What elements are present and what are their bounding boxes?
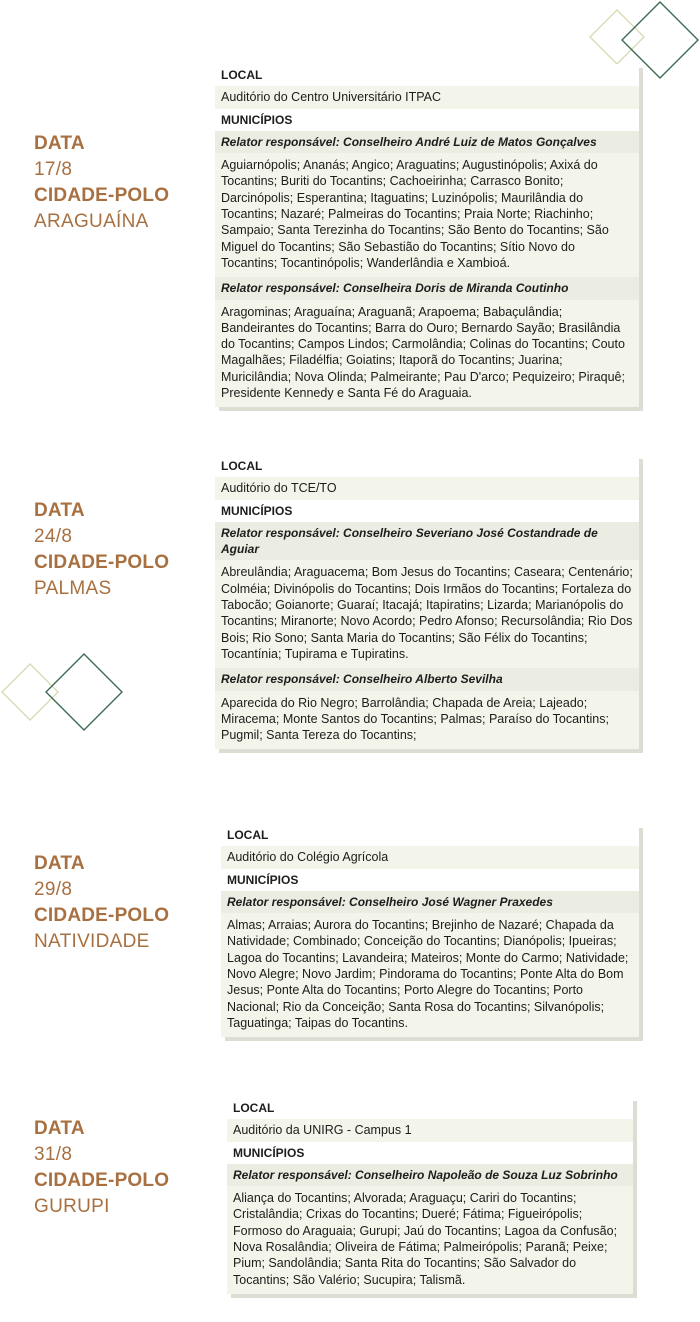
local-header: LOCAL [215, 455, 639, 477]
event-card [227, 1097, 633, 1294]
date-value: 24/8 [34, 526, 73, 547]
event-card [221, 824, 639, 1037]
relator-title: Relator responsável: Conselheiro André Luiz de Matos Gonçalves [215, 131, 639, 153]
municipios-list: Aguiarnópolis; Ananás; Angico; Araguatins; Augustinópolis; Axixá do Tocantins; Buriti do Tocantins; Cachoeirinha; Carrasco Bonito; Darcinópolis; Esperantina; Itaguatins; Luzinópolis; Maurilândia do Tocantins; Nazaré; Palmeiras do Tocantins; Praia Norte; Riachinho; Sampaio; Santa Terezinha do Tocantins; São Bento do Tocantins; São Miguel do Tocantins; São Sebastião do Tocantins; Sítio Novo do Tocantins; Tocantinópolis; Wanderlândia e Xambioá. [215, 153, 639, 277]
local-value: Auditório do Colégio Agrícola [221, 846, 639, 868]
municipios-list: Almas; Arraias; Aurora do Tocantins; Brejinho de Nazaré; Chapada da Natividade; Combinado; Conceição do Tocantins; Dianópolis; Ipueiras; Lagoa do Tocantins; Lavandeira; Mateiros; Monte do Carmo; Natividade; Novo Alegre; Novo Jardim; Pindorama do Tocantins; Ponte Alta do Bom Jesus; Ponte Alta do Tocantins; Porto Alegre do Tocantins; Porto Nacional; Rio da Conceição; Santa Rosa do Tocantins; Silvanópolis; Taguatinga; Taipas do Tocantins. [221, 913, 639, 1037]
municipios-header: MUNICÍPIOS [215, 109, 639, 131]
municipios-header: MUNICÍPIOS [221, 869, 639, 891]
municipios-list: Aliança do Tocantins; Alvorada; Araguaçu; Cariri do Tocantins; Cristalândia; Crixas do Tocantins; Dueré; Fátima; Figueirópolis; Formoso do Araguaia; Gurupi; Jaú do Tocantins; Lagoa da Confusão; Nova Rosalândia; Oliveira de Fátima; Palmeirópolis; Paranã; Peixe; Pium; Sandolândia; Santa Rita do Tocantins; São Salvador do Tocantins; São Valério; Sucupira; Talismã. [227, 1186, 633, 1294]
decorative-diamonds-middle [0, 650, 130, 736]
relator-title: Relator responsável: Conselheira Doris de Miranda Coutinho [215, 277, 639, 299]
relator-title: Relator responsável: Conselheiro Napoleão de Souza Luz Sobrinho [227, 1164, 633, 1186]
event-info [34, 1116, 169, 1220]
city-label: CIDADE-POLO [34, 185, 170, 206]
date-label: DATA [34, 853, 85, 874]
date-label: DATA [34, 133, 85, 154]
event-info [34, 851, 169, 955]
city-label: CIDADE-POLO [34, 1170, 170, 1191]
local-value: Auditório da UNIRG - Campus 1 [227, 1119, 633, 1141]
event-info [34, 131, 169, 235]
date-label: DATA [34, 500, 85, 521]
local-header: LOCAL [221, 824, 639, 846]
date-label: DATA [34, 1118, 85, 1139]
city-value: NATIVIDADE [34, 931, 150, 952]
date-value: 31/8 [34, 1144, 73, 1165]
event-info [34, 498, 169, 602]
relator-title: Relator responsável: Conselheiro Severiano José Costandrade de Aguiar [215, 522, 639, 561]
local-header: LOCAL [227, 1097, 633, 1119]
municipios-list: Aparecida do Rio Negro; Barrolândia; Chapada de Areia; Lajeado; Miracema; Monte Santos do Tocantins; Palmas; Paraíso do Tocantins; Pugmil; Santa Tereza do Tocantins; [215, 691, 639, 750]
local-value: Auditório do TCE/TO [215, 477, 639, 499]
municipios-header: MUNICÍPIOS [227, 1142, 633, 1164]
city-label: CIDADE-POLO [34, 552, 170, 573]
event-card [215, 64, 639, 407]
municipios-list: Abreulândia; Araguacema; Bom Jesus do Tocantins; Caseara; Centenário; Colméia; Divinópolis do Tocantins; Dois Irmãos do Tocantins; Fortaleza do Tabocão; Goianorte; Guaraí; Itacajá; Itapiratins; Lizarda; Marianópolis do Tocantins; Miranorte; Novo Acordo; Pedro Afonso; Recursolândia; Rio Dos Bois; Rio Sono; Santa Maria do Tocantins; São Félix do Tocantins; Tocantínia; Tupirama e Tupiratins. [215, 560, 639, 668]
date-value: 17/8 [34, 159, 73, 180]
municipios-list: Aragominas; Araguaína; Araguanã; Arapoema; Babaçulândia; Bandeirantes do Tocantins; Barra do Ouro; Bernardo Sayão; Brasilândia do Tocantins; Campos Lindos; Carmolândia; Colinas do Tocantins; Couto Magalhães; Filadélfia; Goiatins; Itaporã do Tocantins; Juarina; Muricilândia; Nova Olinda; Palmeirante; Pau D'arco; Pequizeiro; Piraquê; Presidente Kennedy e Santa Fé do Araguaia. [215, 300, 639, 408]
relator-title: Relator responsável: Conselheiro José Wagner Praxedes [221, 891, 639, 913]
local-value: Auditório do Centro Universitário ITPAC [215, 86, 639, 108]
municipios-header: MUNICÍPIOS [215, 500, 639, 522]
date-value: 29/8 [34, 879, 73, 900]
local-header: LOCAL [215, 64, 639, 86]
city-value: GURUPI [34, 1196, 110, 1217]
relator-title: Relator responsável: Conselheiro Alberto Sevilha [215, 668, 639, 690]
event-card [215, 455, 639, 749]
city-value: ARAGUAÍNA [34, 211, 149, 232]
city-label: CIDADE-POLO [34, 905, 170, 926]
city-value: PALMAS [34, 578, 112, 599]
